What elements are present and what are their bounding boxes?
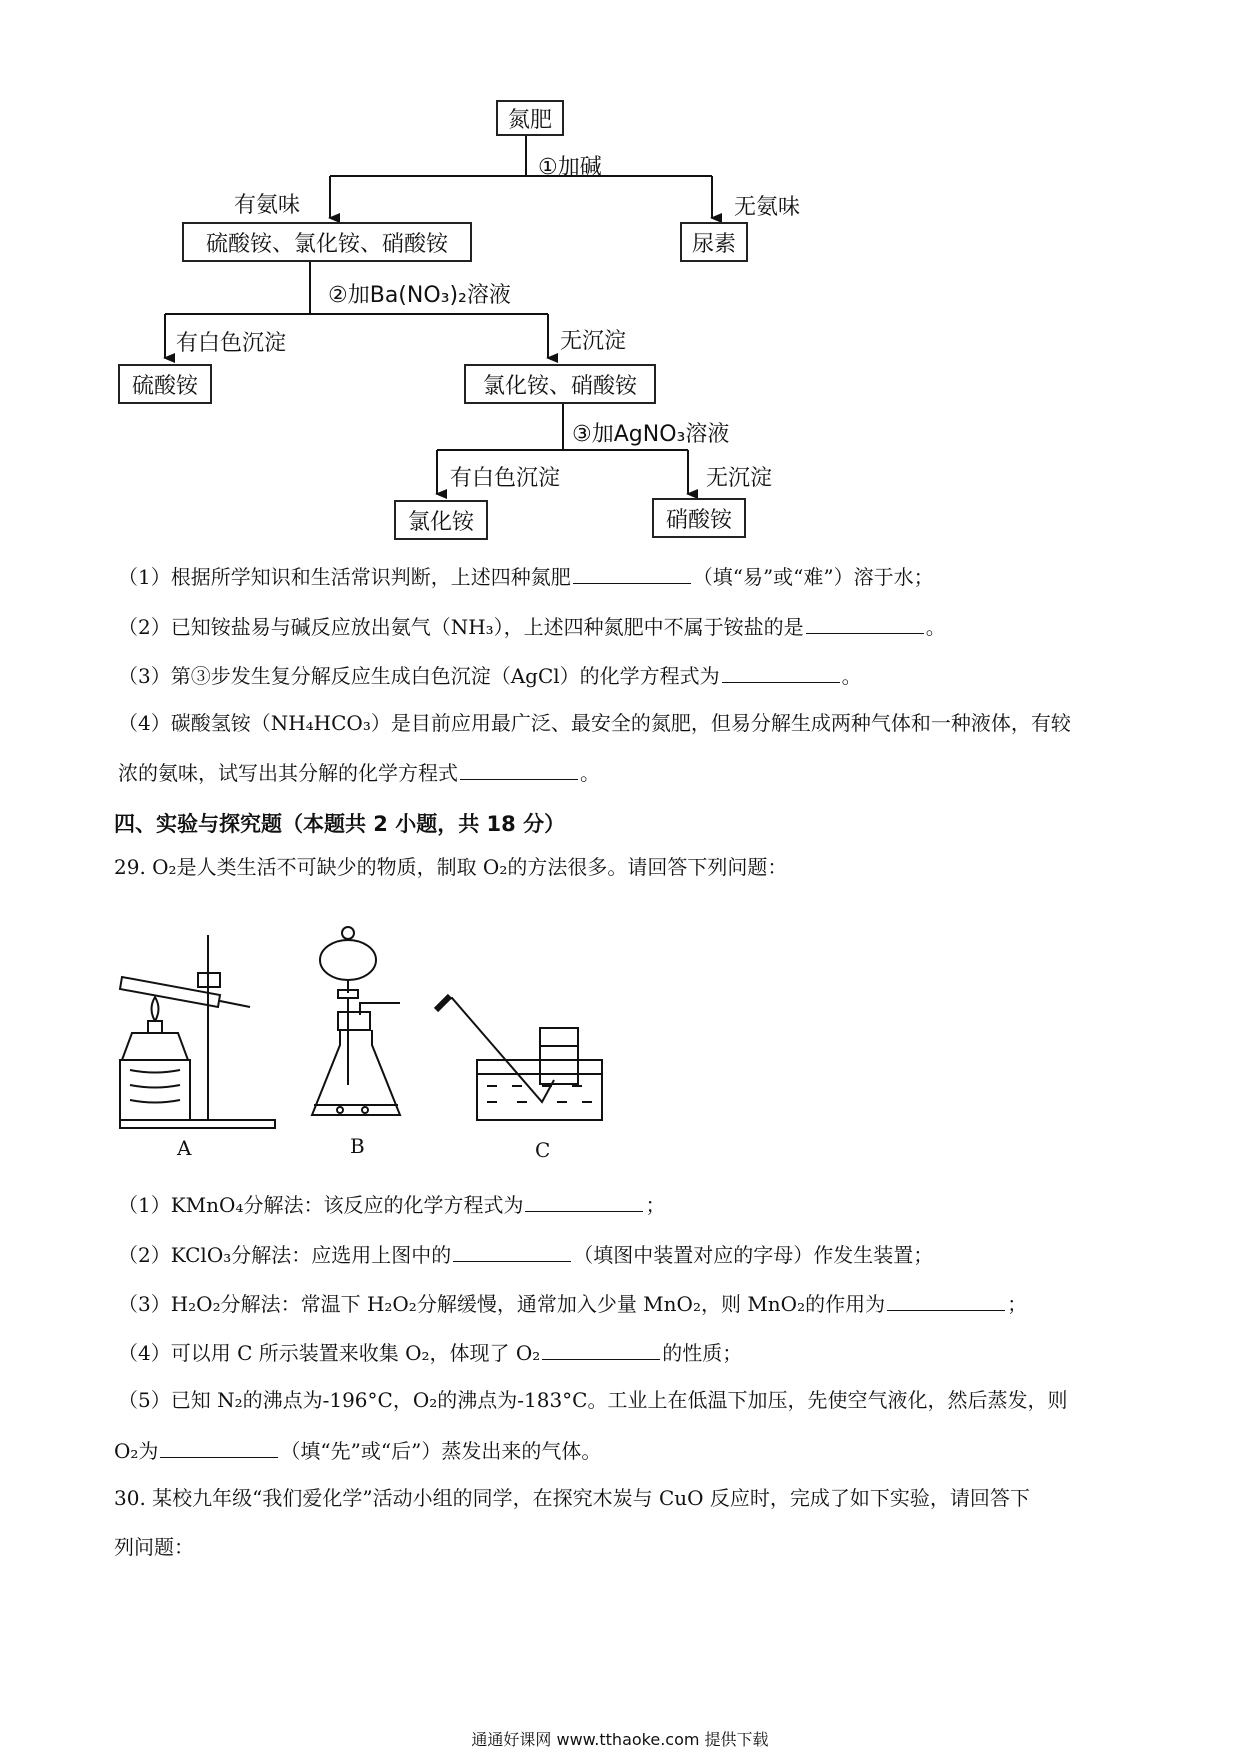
answer-blank[interactable]: [887, 1292, 1005, 1311]
box-ammonium-nitrate: 硝酸铵: [652, 498, 746, 538]
box-ammonium-chloride: 氯化铵: [394, 500, 488, 540]
q29-part4: （4）可以用 C 所示装置来收集 O₂，体现了 O₂ 的性质；: [118, 1341, 743, 1365]
box-nitrogen-fertilizer: 氮肥: [496, 100, 564, 136]
answer-blank[interactable]: [722, 664, 840, 683]
label-step3: ③加AgNO₃溶液: [572, 422, 730, 447]
q28-part2: （2）已知铵盐易与碱反应放出氨气（NH₃），上述四种氮肥中不属于铵盐的是 。: [118, 615, 946, 639]
page-footer: 通通好课网 www.tthaoke.com 提供下载: [471, 1730, 769, 1749]
box-chloride-nitrate: 氯化铵、硝酸铵: [464, 364, 656, 404]
label-has-ammonia-smell: 有氨味: [234, 193, 301, 218]
q29-part5-line1: （5）已知 N₂的沸点为-196°C，O₂的沸点为-183°C。工业上在低温下加压，先使空气液化，然后蒸发，则: [118, 1388, 1068, 1412]
q29-part1: （1）KMnO₄分解法：该反应的化学方程式为 ；: [118, 1193, 666, 1217]
answer-blank[interactable]: [160, 1439, 278, 1458]
label-apparatus-a: A: [177, 1136, 192, 1160]
answer-blank[interactable]: [573, 565, 691, 584]
label-white-precipitate-2: 有白色沉淀: [450, 466, 561, 491]
label-apparatus-b: B: [350, 1134, 365, 1158]
label-no-ammonia-smell: 无氨味: [734, 195, 801, 220]
q29-part5-line2: O₂为 （填“先”或“后”）蒸发出来的气体。: [114, 1439, 602, 1463]
label-step1: ①加碱: [538, 155, 602, 180]
apparatus-c-figure: [432, 990, 607, 1130]
answer-blank[interactable]: [542, 1341, 660, 1360]
label-no-precipitate-2: 无沉淀: [706, 466, 773, 491]
q30-line2: 列问题：: [114, 1535, 194, 1559]
q28-part3: （3）第③步发生复分解反应生成白色沉淀（AgCl）的化学方程式为 。: [118, 664, 862, 688]
answer-blank[interactable]: [453, 1243, 571, 1262]
box-three-ammonium-salts: 硫酸铵、氯化铵、硝酸铵: [182, 222, 472, 262]
section-heading: 四、实验与探究题（本题共 2 小题，共 18 分）: [114, 812, 566, 836]
label-white-precipitate-1: 有白色沉淀: [176, 331, 287, 356]
q29-part3: （3）H₂O₂分解法：常温下 H₂O₂分解缓慢，通常加入少量 MnO₂，则 MnO₂的作用为 ；: [118, 1292, 1028, 1316]
apparatus-a-figure: [110, 925, 280, 1130]
answer-blank[interactable]: [460, 761, 578, 780]
q28-part4-line2: 浓的氨味，试写出其分解的化学方程式 。: [118, 761, 600, 785]
label-no-precipitate-1: 无沉淀: [560, 329, 627, 354]
q30-line1: 30. 某校九年级“我们爱化学”活动小组的同学，在探究木炭与 CuO 反应时，完成了如下实验，请回答下: [114, 1486, 1030, 1510]
apparatus-b-figure: [310, 915, 440, 1130]
answer-blank[interactable]: [525, 1193, 643, 1212]
q28-part1: （1）根据所学知识和生活常识判断，上述四种氮肥 （填“易”或“难”）溶于水；: [118, 565, 934, 589]
q29-part2: （2）KClO₃分解法：应选用上图中的 （填图中装置对应的字母）作发生装置；: [118, 1243, 934, 1267]
answer-blank[interactable]: [806, 615, 924, 634]
q28-part4-line1: （4）碳酸氢铵（NH₄HCO₃）是目前应用最广泛、最安全的氮肥，但易分解生成两种气体和一种液体，有较: [118, 711, 1071, 735]
box-ammonium-sulfate: 硫酸铵: [118, 364, 212, 404]
label-apparatus-c: C: [535, 1138, 551, 1162]
label-step2: ②加Ba(NO₃)₂溶液: [328, 283, 511, 308]
flowchart-connectors: [0, 0, 1240, 560]
box-urea: 尿素: [680, 222, 748, 262]
q29-intro: 29. O₂是人类生活不可缺少的物质，制取 O₂的方法很多。请回答下列问题：: [114, 855, 788, 879]
